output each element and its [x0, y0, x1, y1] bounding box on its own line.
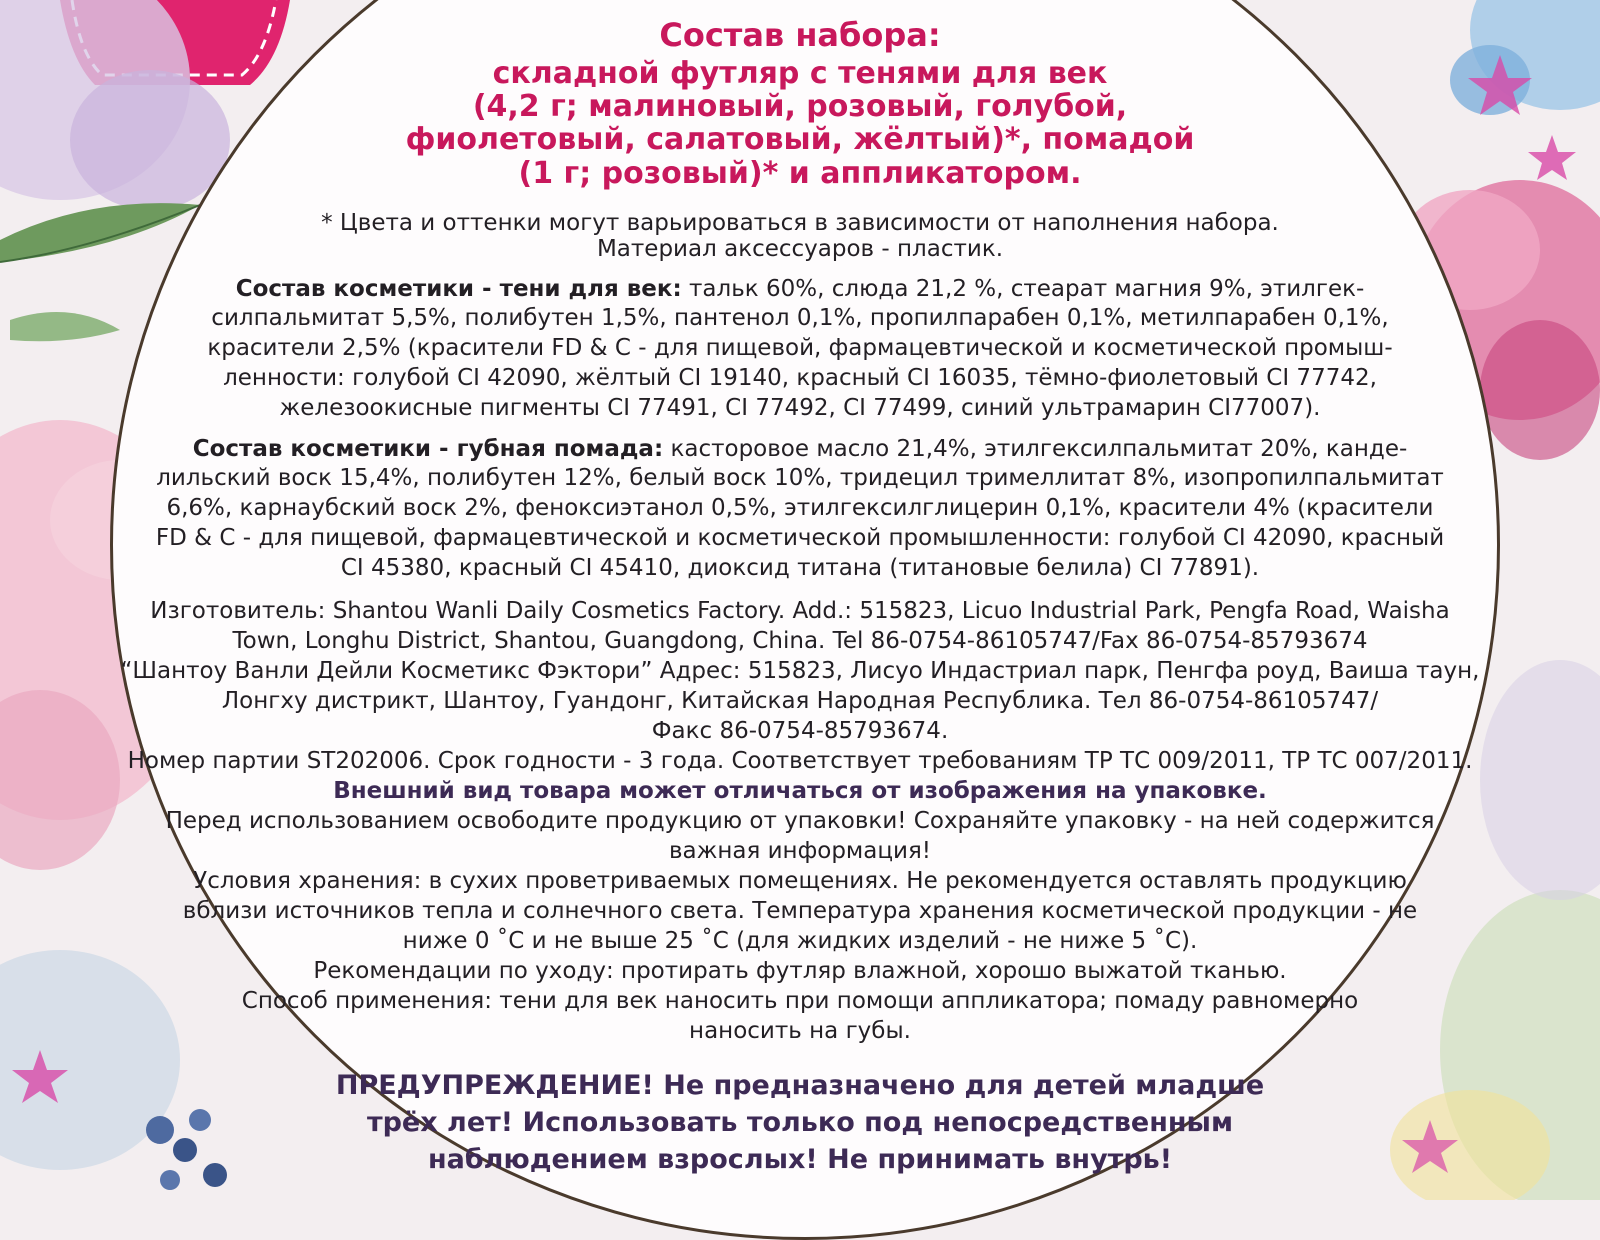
manufacturer-line-2: Town, Longhu District, Shantou, Guangdong, China. Tel 86-0754-86105747/Fax 86-0754-85793674 [232, 628, 1368, 654]
eyeshadow-line-4: ленности: голубой CI 42090, жёлтый CI 19140, красный CI 16035, тёмно-фиолетовый CI 77742, [223, 365, 1377, 391]
instructions-line-6: Рекомендации по уходу: протирать футляр влажной, хорошо выжатой тканью. [313, 958, 1287, 984]
manufacturer-line-5: Факс 86-0754-85793674. [651, 718, 949, 744]
lipstick-heading: Состав косметики - губная помада: [192, 436, 664, 462]
eyeshadow-line-2: силпальмитат 5,5%, полибутен 1,5%, пантенол 0,1%, пропилпарабен 0,1%, метилпарабен 0,1%, [211, 305, 1389, 331]
lipstick-line-4: FD & C - для пищевой, фармацевтической и косметической промышленности: голубой CI 42090, красный [155, 525, 1445, 551]
eyeshadow-heading: Состав косметики - тени для век: [235, 276, 682, 302]
lipstick-line-3: 6,6%, карнаубский воск 2%, феноксиэтанол 0,5%, этилгексилглицерин 0,1%, красители 4% (красители [166, 495, 1434, 521]
instructions-line-4: вблизи источников тепла и солнечного света. Температура хранения косметической продукции - не [182, 898, 1418, 924]
lipstick-line-1: Состав косметики - губная помада: касторовое масло 21,4%, этилгексилпальмитат 20%, канде- [192, 436, 1408, 462]
set-title: Состав набора: [659, 16, 941, 54]
warning-line-3: наблюдением взрослых! Не принимать внутрь! [427, 1144, 1173, 1175]
instructions-line-5: ниже 0 ˚С и не выше 25 ˚С (для жидких изделий - не ниже 5 ˚С). [402, 928, 1198, 954]
set-line-1: складной футляр с тенями для век [492, 56, 1108, 91]
lipstick-line-2: лильский воск 15,4%, полибутен 12%, белый воск 10%, тридецил тримеллитат 8%, изопропилпальмитат [156, 465, 1444, 491]
instructions-line-3: Условия хранения: в сухих проветриваемых помещениях. Не рекомендуется оставлять продукцию [193, 868, 1407, 894]
eyeshadow-line-5: железоокисные пигменты CI 77491, CI 77492, CI 77499, синий ультрамарин CI77007). [279, 395, 1321, 421]
instructions-line-8: наносить на губы. [689, 1018, 911, 1044]
set-line-3: фиолетовый, салатовый, жёлтый)*, помадой [405, 122, 1195, 157]
instructions-line-2: важная информация! [668, 838, 932, 864]
warning-line-2: трёх лет! Использовать только под непосредственным [366, 1107, 1234, 1138]
eyeshadow-line-3: красители 2,5% (красители FD & C - для пищевой, фармацевтической и косметической промыш- [207, 335, 1393, 361]
manufacturer-line-1: Изготовитель: Shantou Wanli Daily Cosmetics Factory. Add.: 515823, Licuo Industrial Park, Pengfa Road, Waisha [150, 598, 1450, 624]
batch-line: Номер партии ST202006. Срок годности - 3 года. Соответствует требованиям ТР ТС 009/2011, ТР ТС 007/2011. [127, 748, 1473, 774]
manufacturer-line-4: Лонгху дистрикт, Шантоу, Гуандонг, Китайская Народная Республика. Тел 86-0754-86105747/ [221, 688, 1379, 714]
manufacturer-line-3: “Шантоу Ванли Дейли Косметикс Фэктори” Адрес: 515823, Лисуо Индастриал парк, Пенгфа роуд, Ваиша таун, [120, 658, 1480, 684]
set-line-4: (1 г; розовый)* и аппликатором. [518, 156, 1082, 191]
instructions-line-1: Перед использованием освободите продукцию от упаковки! Сохраняйте упаковку - на ней содержится [165, 808, 1435, 834]
appearance-note: Внешний вид товара может отличаться от изображения на упаковке. [333, 778, 1267, 804]
note-material: Материал аксессуаров - пластик. [596, 236, 1004, 262]
lipstick-line-5: CI 45380, красный CI 45410, диоксид титана (титановые белила) CI 77891). [340, 555, 1260, 581]
warning-line-1: ПРЕДУПРЕЖДЕНИЕ! Не предназначено для детей младше [335, 1070, 1265, 1101]
eyeshadow-line-1: Состав косметики - тени для век: тальк 60%, слюда 21,2 %, стеарат магния 9%, этилгек- [235, 276, 1365, 302]
note-colors: * Цвета и оттенки могут варьироваться в зависимости от наполнения набора. [321, 210, 1279, 236]
set-line-2: (4,2 г; малиновый, розовый, голубой, [472, 89, 1128, 124]
instructions-line-7: Способ применения: тени для век наносить при помощи аппликатора; помаду равномерно [241, 988, 1359, 1014]
